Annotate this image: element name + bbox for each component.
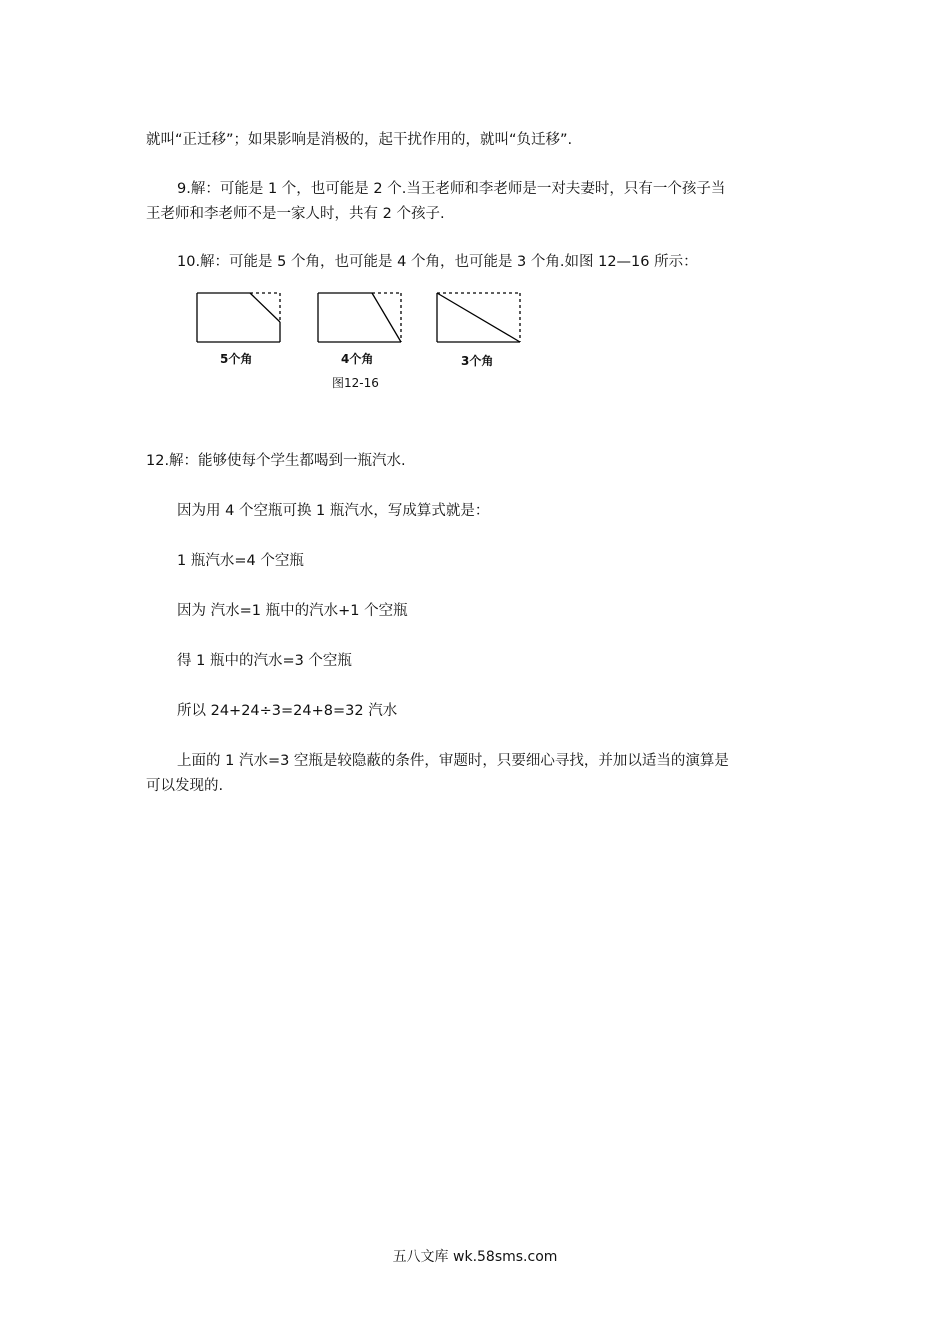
- label-five-corners: 5个角: [220, 352, 253, 366]
- paragraph-equation-1: 1 瓶汽水=4 个空瓶: [177, 553, 304, 569]
- label-four-corners: 4个角: [341, 352, 374, 366]
- paragraph-equation-4: 所以 24+24÷3=24+8=32 汽水: [177, 703, 398, 719]
- rectangles-diagram: [195, 292, 525, 352]
- figure-caption: 图12-16: [332, 376, 379, 390]
- paragraph-q12-reason: 因为用 4 个空瓶可换 1 瓶汽水，写成算式就是：: [177, 503, 490, 519]
- paragraph-equation-2: 因为 汽水=1 瓶中的汽水+1 个空瓶: [177, 603, 408, 619]
- page-footer: 五八文库 wk.58sms.com: [392, 1249, 558, 1265]
- rect-three-corners: [437, 293, 520, 342]
- paragraph-q9-line1: 9.解：可能是 1 个，也可能是 2 个.当王老师和李老师是一对夫妻时，只有一个孩子当: [177, 181, 726, 197]
- paragraph-equation-3: 得 1 瓶中的汽水=3 个空瓶: [177, 653, 352, 669]
- rect-five-corners: [197, 293, 280, 342]
- paragraph-conclusion-line2: 可以发现的.: [146, 778, 224, 794]
- label-three-corners: 3个角: [461, 354, 494, 368]
- rect-four-corners: [318, 293, 401, 342]
- paragraph-conclusion-line1: 上面的 1 汽水=3 空瓶是较隐蔽的条件，审题时，只要细心寻找，并加以适当的演算是: [177, 753, 729, 769]
- paragraph-q12: 12.解：能够使每个学生都喝到一瓶汽水.: [146, 453, 406, 469]
- paragraph-q9-line2: 王老师和李老师不是一家人时，共有 2 个孩子.: [146, 206, 445, 222]
- figure-12-16: [195, 292, 525, 392]
- paragraph-transfer: 就叫“正迁移”；如果影响是消极的，起干扰作用的，就叫“负迁移”.: [146, 132, 573, 148]
- paragraph-q10: 10.解：可能是 5 个角，也可能是 4 个角，也可能是 3 个角.如图 12—16 所示：: [177, 254, 698, 270]
